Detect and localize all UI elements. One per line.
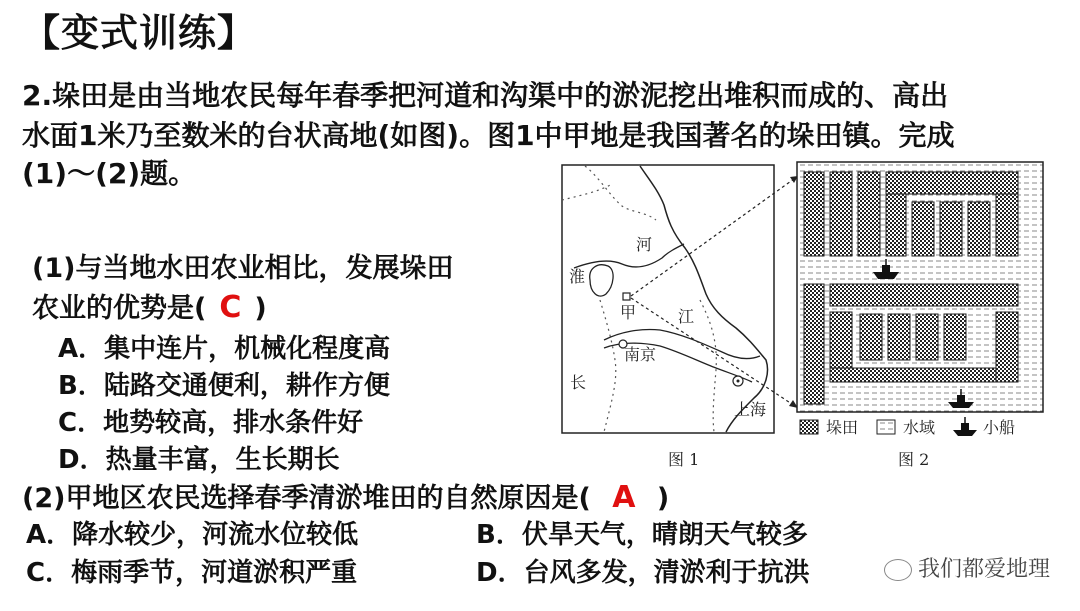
field-plot [804,172,824,256]
field-plot [830,368,996,382]
field-plot [830,312,852,368]
field-plot [886,172,1018,194]
question-stem-line-3: (1)～(2)题。 [22,157,197,190]
field-plot [916,314,938,360]
q2-suffix: ) [656,483,670,514]
watermark-text: 我们都爱地理 [917,557,1050,582]
field-plot [858,172,880,256]
q2-option-c: C．梅雨季节，河道淤积严重 [26,558,358,588]
q2-answer: A [612,480,636,515]
field-plot [886,194,906,256]
q1-prefix: 农业的优势是( [32,293,207,324]
label-shanghai: 上海 [734,400,767,419]
figure-2-diagram [797,162,1043,412]
figure-2-legend [800,417,1015,437]
field-plot [944,314,966,360]
question-stem-line-1: 2.垛田是由当地农民每年春季把河道和沟渠中的淤泥挖出堆积而成的、高出 [22,79,949,112]
q2-option-a: A．降水较少，河流水位较低 [26,520,359,550]
wechat-logo-icon [884,559,912,581]
q1-option-b: B．陆路交通便利，耕作方便 [58,371,390,401]
legend-water-swatch [877,420,895,434]
section-title: 【变式训练】 [22,11,257,55]
q1-option-d: D．热量丰富，生长期长 [58,445,340,475]
shanghai-city-dot [737,380,740,383]
field-plot [912,202,934,256]
legend-boat-label: 小船 [983,418,1016,437]
field-plot [888,314,910,360]
q2-option-d: D．台风多发，清淤利于抗洪 [476,558,810,588]
watermark [884,552,1050,583]
q1-answer: C [219,290,242,325]
q1-option-c: C．地势较高，排水条件好 [58,408,364,438]
label-chang: 长 [570,373,587,392]
label-jiang: 江 [678,307,695,326]
field-plot [860,314,882,360]
legend-boat-icon [953,417,977,436]
figure-1-map [562,165,774,433]
q2-option-b: B．伏旱天气，晴朗天气较多 [476,520,808,550]
q1-option-a: A．集中连片，机械化程度高 [58,334,391,364]
field-plot [996,194,1018,256]
figure-2-caption: 图 2 [898,450,930,469]
field-plot [830,172,852,256]
field-plot [996,312,1018,382]
q1-text-line-1: (1)与当地水田农业相比，发展垛田 [32,253,454,284]
q1-suffix: ) [254,293,267,324]
field-plot [940,202,962,256]
label-jia: 甲 [620,303,637,322]
label-nanjing: 南京 [624,345,657,364]
legend-field-swatch [800,420,818,434]
legend-water-label: 水域 [903,418,936,437]
jia-site-marker [623,293,630,300]
field-plot [968,202,990,256]
field-plot [830,284,1018,306]
figure-1-caption: 图 1 [668,450,700,469]
legend-field-label: 垛田 [826,418,859,437]
question-stem-line-2: 水面1米乃至数米的台状高地(如图)。图1中甲地是我国著名的垛田镇。完成 [22,119,955,152]
label-he: 河 [636,235,653,254]
q2-prefix: (2)甲地区农民选择春季清淤堆田的自然原因是( [22,483,591,514]
label-huai: 淮 [569,267,586,286]
field-plot [804,284,824,404]
